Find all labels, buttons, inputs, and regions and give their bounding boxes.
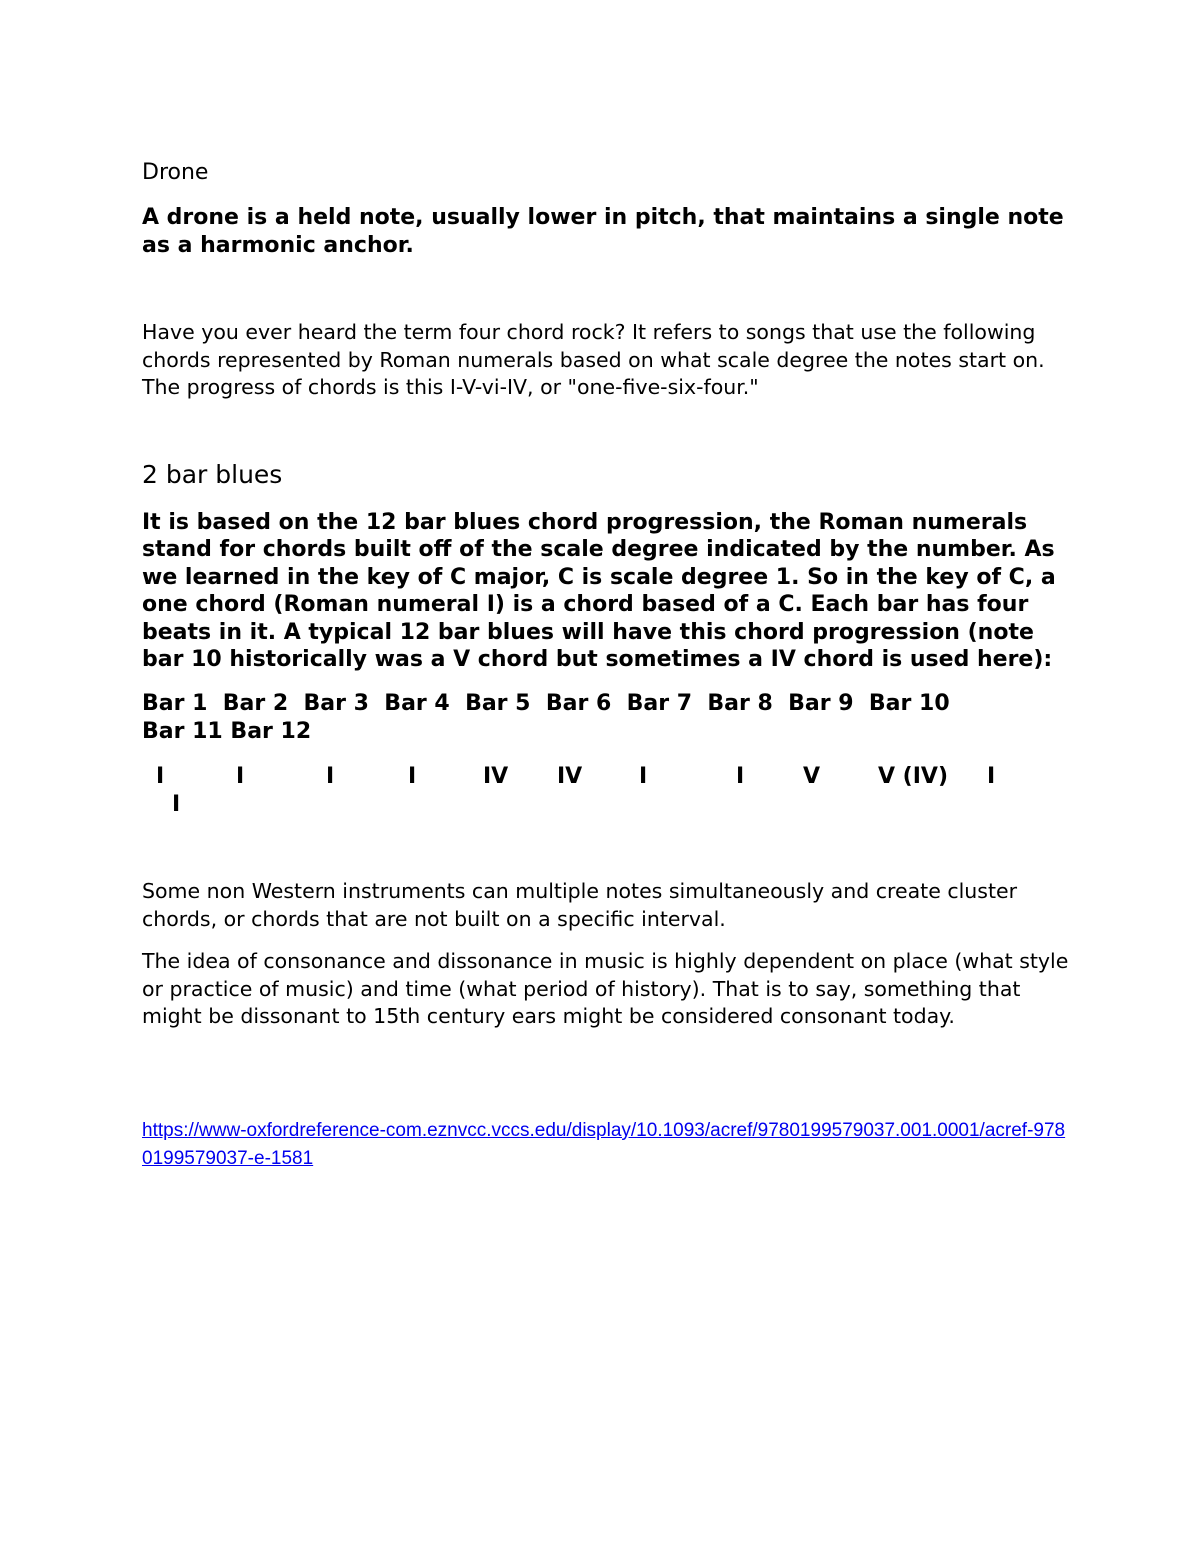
bar-label: Bar 1	[142, 691, 208, 716]
bar-label: Bar 3	[303, 691, 369, 716]
chord-numeral: I	[156, 764, 165, 789]
chord-numerals-row	[142, 763, 1072, 819]
bar-label: Bar 9	[788, 691, 854, 716]
drone-definition: A drone is a held note, usually lower in pitch, that maintains a single note as a harmonic anchor.	[142, 205, 1064, 258]
bar-label: Bar 11	[142, 719, 223, 744]
chord-numeral: I	[736, 764, 745, 789]
drone-title: Drone	[142, 160, 209, 185]
bar-label: Bar 6	[545, 691, 612, 716]
blues-paragraph: It is based on the 12 bar blues chord progression, the Roman numerals stand for chords built off of the scale degree indicated by the number. As we learned in the key of C major, C is scale degree 1. So in the key of C, a one chord (Roman numeral I) is a chord based of a C. Each bar has four beats in it. A typical 12 bar blues will have this chord progression (note bar 10 historically was a V chord but sometimes a IV chord is used here):	[142, 510, 1056, 673]
bar-label: Bar 10	[868, 691, 950, 716]
chord-numeral: V	[803, 764, 821, 789]
chord-numeral: I	[236, 764, 245, 789]
consonance-paragraph: The idea of consonance and dissonance in music is highly dependent on place (what style or practice of music) and time (what period of history). That is to say, something that might be dissonant to 15th century ears might be considered consonant today.	[142, 949, 1069, 1028]
chord-numeral: I	[326, 764, 335, 789]
bar-label: Bar 2	[222, 691, 289, 716]
bar-label: Bar 8	[707, 691, 773, 716]
bar-label: Bar 5	[465, 691, 531, 716]
bar-labels-row	[142, 690, 1042, 746]
chord-numeral: I	[987, 764, 996, 789]
chord-numeral: IV	[483, 764, 509, 789]
chord-numeral: V (IV)	[878, 764, 949, 789]
oxford-reference-link[interactable]: https://www-oxfordreference-com.eznvcc.vccs.edu/display/10.1093/acref/9780199579037.001.0001/acref-9780199579037-e-1581	[142, 1120, 1066, 1169]
bar-label: Bar 12	[230, 719, 312, 744]
cluster-chords-paragraph: Some non Western instruments can multiple notes simultaneously and create cluster chords, or chords that are not built on a specific interval.	[142, 879, 1018, 931]
chord-numeral: IV	[557, 764, 583, 789]
bar-label: Bar 4	[384, 691, 450, 716]
blues-heading: 2 bar blues	[142, 460, 283, 489]
chord-numeral: I	[639, 764, 648, 789]
chord-numeral: I	[408, 764, 417, 789]
bar-label: Bar 7	[626, 691, 693, 716]
four-chord-paragraph: Have you ever heard the term four chord rock? It refers to songs that use the following chords represented by Roman numerals based on what scale degree the notes start on. The progress of chords is this I-V-vi-IV, or "one-five-six-four."	[142, 320, 1045, 399]
chord-numeral: I	[172, 792, 181, 817]
